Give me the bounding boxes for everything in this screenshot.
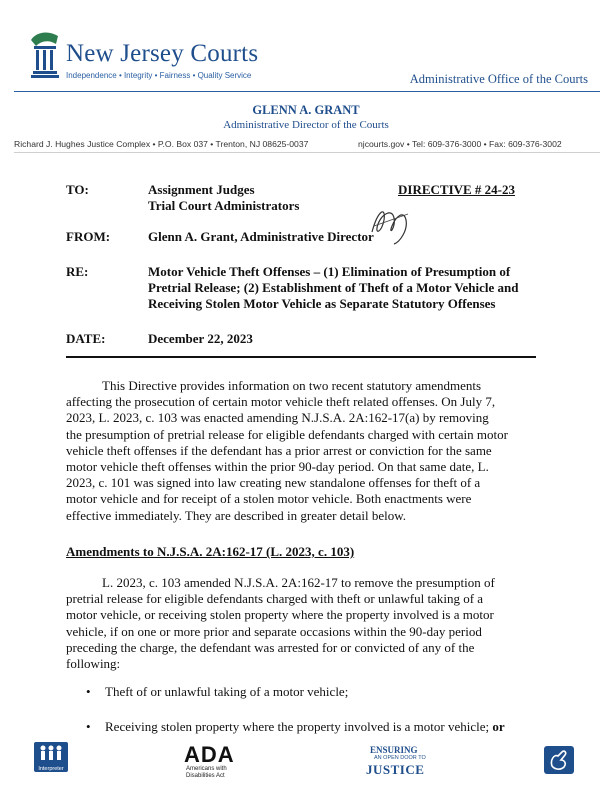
intro-line: affecting the prosecution of certain motor vehicle theft related offenses. On July 7, xyxy=(66,394,496,410)
re-line-1: Motor Vehicle Theft Offenses – (1) Elimination of Presumption of xyxy=(148,264,511,279)
intro-line: effective immediately. They are described in greater detail below. xyxy=(66,507,407,523)
address-line: Richard J. Hughes Justice Complex • P.O. Box 037 • Trenton, NJ 08625-0037 xyxy=(14,139,309,149)
nj-courts-logo xyxy=(28,30,62,82)
director-name: GLENN A. GRANT xyxy=(252,103,360,117)
bullet-item-2 xyxy=(105,719,505,735)
section-heading: Amendments to N.J.S.A. 2A:162-17 (L. 2023, c. 103) xyxy=(66,544,355,559)
re-label: RE: xyxy=(66,264,89,279)
from-value: Glenn A. Grant, Administrative Director xyxy=(148,229,374,244)
re-line-2: Pretrial Release; (2) Establishment of Theft of a Motor Vehicle and xyxy=(148,280,519,295)
ensuring-text: ENSURING xyxy=(370,745,418,755)
intro-line: 2023, c. 101 was signed into law creating new standalone offenses for theft of a xyxy=(66,475,481,491)
interpreter-label: Interpreter xyxy=(38,766,64,772)
to-label: TO: xyxy=(66,182,89,197)
re-line-3: Receiving Stolen Motor Vehicle as Separate Statutory Offenses xyxy=(148,296,496,311)
intro-paragraph xyxy=(66,378,546,524)
section-paragraph xyxy=(66,575,546,672)
contact-line: njcourts.gov • Tel: 609-376-3000 • Fax: 609-376-3002 xyxy=(358,139,562,149)
header-divider xyxy=(14,91,600,92)
to-recipient-2: Trial Court Administrators xyxy=(148,198,300,213)
from-label: FROM: xyxy=(66,229,111,244)
intro-line: motor vehicle and for receipt of a stolen motor vehicle. Both enactments were xyxy=(66,491,472,507)
intro-line: motor vehicle theft offenses within the prior 90-day period. On that same date, L. xyxy=(66,459,489,475)
bullet-item-2-tail: or xyxy=(492,719,505,734)
open-door-text: AN OPEN DOOR TO xyxy=(374,755,426,761)
section-line: pretrial release for eligible defendants charged with theft or unlawful taking of a xyxy=(66,591,484,607)
director-title: Administrative Director of the Courts xyxy=(223,119,389,131)
to-recipient-1: Assignment Judges xyxy=(148,182,255,197)
section-line: L. 2023, c. 103 amended N.J.S.A. 2A:162-17 to remove the presumption of xyxy=(102,575,495,590)
section-line: preceding the charge, the defendant was arrested for or convicted of any of the xyxy=(66,639,475,655)
brand-motto: Independence • Integrity • Fairness • Quality Service xyxy=(66,71,252,80)
directive-number: DIRECTIVE # 24-23 xyxy=(398,182,516,197)
date-label: DATE: xyxy=(66,331,106,346)
bullet-icon: • xyxy=(86,719,91,734)
intro-line: vehicle theft offenses if the defendant has a prior arrest or conviction for the same xyxy=(66,442,492,458)
section-line: vehicle, if on one or more prior and separate occasions within the 90-day period xyxy=(66,623,482,639)
ada-logo: ADA xyxy=(184,742,235,767)
office-name: Administrative Office of the Courts xyxy=(409,72,588,86)
bullet-item-2-text: Receiving stolen property where the property involved is a motor vehicle; xyxy=(105,719,490,734)
handwritten-signature xyxy=(364,202,414,246)
intro-line: 2023, L. 2023, c. 103 was enacted amending N.J.S.A. 2A:162-17(a) by removing xyxy=(66,410,489,426)
section-line: motor vehicle, or receiving stolen property where the property involved is a motor xyxy=(66,607,494,623)
bullet-icon: • xyxy=(86,684,91,699)
intro-line: the presumption of pretrial release for eligible defendants charged with certain motor xyxy=(66,426,508,442)
intro-line: This Directive provides information on two recent statutory amendments xyxy=(102,378,482,393)
bullet-item-1: Theft of or unlawful taking of a motor vehicle; xyxy=(105,684,349,699)
sign-language-icon xyxy=(544,746,574,774)
address-divider xyxy=(14,152,600,153)
date-value: December 22, 2023 xyxy=(148,331,253,346)
ada-subtitle: Americans with Disabilities Act xyxy=(186,766,227,779)
justice-text: JUSTICE xyxy=(366,762,425,777)
brand-name: New Jersey Courts xyxy=(66,40,259,67)
memo-divider xyxy=(66,356,536,358)
section-line: following: xyxy=(66,656,121,672)
